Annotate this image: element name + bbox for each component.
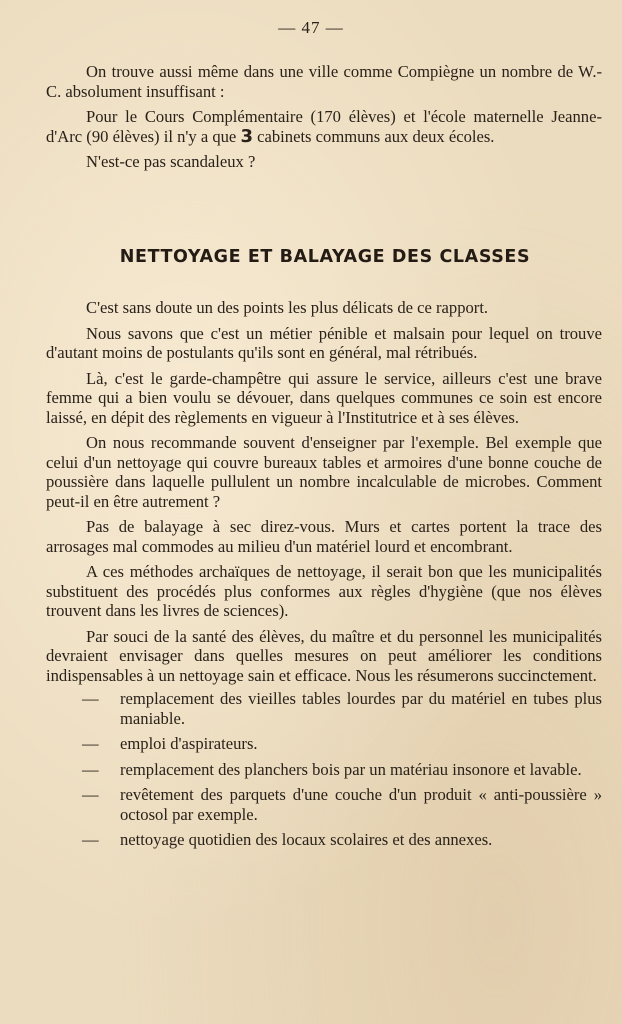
- body-paragraph-2: Nous savons que c'est un métier pénible et malsain pour lequel on trouve d'autant moins de postulants qu'ils sont en général, mal rétribués.: [46, 323, 602, 362]
- list-item: [46, 689, 602, 728]
- list-dash: —: [82, 785, 99, 804]
- toilet-count: 3: [240, 125, 253, 147]
- list-item-text: revêtement des parquets d'une couche d'un produit « anti-poussière » octosol par exemple.: [120, 785, 602, 824]
- list-item-text: emploi d'aspirateurs.: [120, 734, 258, 753]
- measures-list: [46, 689, 602, 850]
- intro-paragraph-2-end: cabinets communs aux deux écoles.: [257, 126, 495, 146]
- body-paragraph-4: On nous recommande souvent d'enseigner par l'exemple. Bel exemple que celui d'un nettoyage qui couvre bureaux tables et armoires d'une bonne couche de poussière dans laquelle pullulent un nombre incalculable de microbes. Comment peut-il en être autrement ?: [46, 433, 602, 511]
- list-dash: —: [82, 759, 99, 779]
- list-item: [46, 785, 602, 824]
- list-item: [46, 734, 602, 754]
- body-paragraph-7: Par souci de la santé des élèves, du maître et du personnel les municipalités devraient envisager dans quelles mesures on peut améliorer les conditions indispensables à un nettoyage sain et efficace. Nous les résumerons succinctement.: [46, 626, 602, 685]
- section-title: NETTOYAGE ET BALAYAGE DES CLASSES: [119, 247, 531, 267]
- intro-text: [46, 62, 602, 172]
- list-item-text: remplacement des planchers bois par un matériau insonore et lavable.: [120, 759, 582, 779]
- intro-paragraph-1: On trouve aussi même dans une ville comme Compiègne un nombre de W.-C. absolument insuffisant :: [46, 62, 602, 101]
- list-dash: —: [82, 830, 99, 849]
- body-paragraph-5: Pas de balayage à sec direz-vous. Murs et cartes portent la trace des arrosages mal commodes au milieu d'un matériel lourd et encombrant.: [46, 517, 602, 556]
- list-item-text: nettoyage quotidien des locaux scolaires et des annexes.: [120, 830, 493, 849]
- list-dash: —: [82, 734, 99, 753]
- list-dash: —: [82, 689, 99, 708]
- body-paragraph-6: A ces méthodes archaïques de nettoyage, il serait bon que les municipalités substituent des procédés plus conformes aux règles d'hygiène (que nos élèves trouvent dans les livres de sciences).: [46, 562, 602, 620]
- intro-paragraph-2: [46, 107, 602, 146]
- body-paragraph-3: Là, c'est le garde-champêtre qui assure le service, ailleurs c'est une brave femme qui a bien voulu se dévouer, dans quelques communes ce soin est encore laissé, en dépit des règlements en vigueur à l'Institutrice et à ses élèves.: [46, 368, 602, 427]
- page-number: — 47 —: [278, 18, 344, 37]
- intro-paragraph-2-start: Pour le Cours Complémentaire (170 élèves) et l'école maternelle Jeanne-d'Arc (90 élèves) il n'y a que: [46, 107, 602, 146]
- intro-paragraph-3: N'est-ce pas scandaleux ?: [86, 152, 256, 171]
- list-item: [46, 830, 602, 850]
- body-paragraph-1: C'est sans doute un des points les plus délicats de ce rapport.: [86, 298, 489, 317]
- body-text: [46, 298, 602, 856]
- list-item-text: remplacement des vieilles tables lourdes par du matériel en tubes plus maniable.: [120, 689, 602, 728]
- list-item: [46, 760, 602, 780]
